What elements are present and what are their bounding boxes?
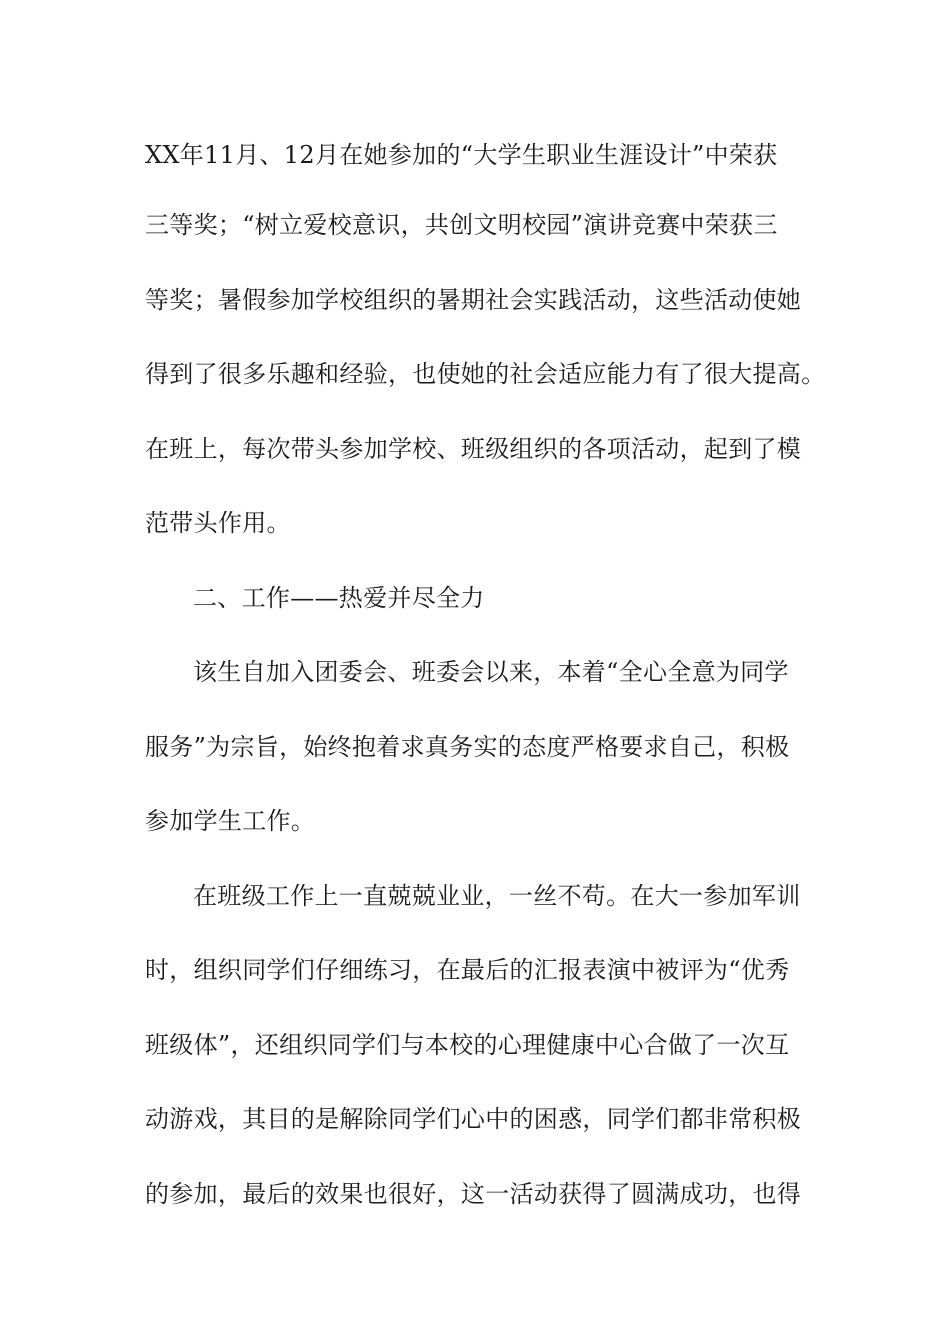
section-heading: 二、工作——热爱并尽全力 <box>193 584 485 612</box>
text-line: 的参加，最后的效果也很好，这一活动获得了圆满成功，也得 <box>145 1180 802 1208</box>
text-line: 在班级工作上一直兢兢业业，一丝不苟。在大一参加军训 <box>193 882 801 910</box>
text-line: 得到了很多乐趣和经验，也使她的社会适应能力有了很大提高。 <box>145 360 826 388</box>
text-line: 参加学生工作。 <box>145 807 316 835</box>
text-line: XX年11月、12月在她参加的“大学生职业生涯设计”中荣获 <box>145 141 778 169</box>
text-line: 该生自加入团委会、班委会以来，本着“全心全意为同学 <box>193 658 789 686</box>
text-line: 在班上，每次带头参加学校、班级组织的各项活动，起到了模 <box>145 435 802 463</box>
text-line: 服务”为宗旨，始终抱着求真务实的态度严格要求自己，积极 <box>145 733 790 761</box>
text-line: 三等奖；“树立爱校意识，共创文明校园”演讲竞赛中荣获三 <box>145 211 778 239</box>
text-line: 等奖；暑假参加学校组织的暑期社会实践活动，这些活动使她 <box>145 286 802 314</box>
text-line: 范带头作用。 <box>145 509 291 537</box>
text-line: 时，组织同学们仔细练习，在最后的汇报表演中被评为“优秀 <box>145 956 790 984</box>
text-line: 班级体”，还组织同学们与本校的心理健康中心合做了一次互 <box>145 1031 790 1059</box>
text-line: 动游戏，其目的是解除同学们心中的困惑，同学们都非常积极 <box>145 1105 802 1133</box>
